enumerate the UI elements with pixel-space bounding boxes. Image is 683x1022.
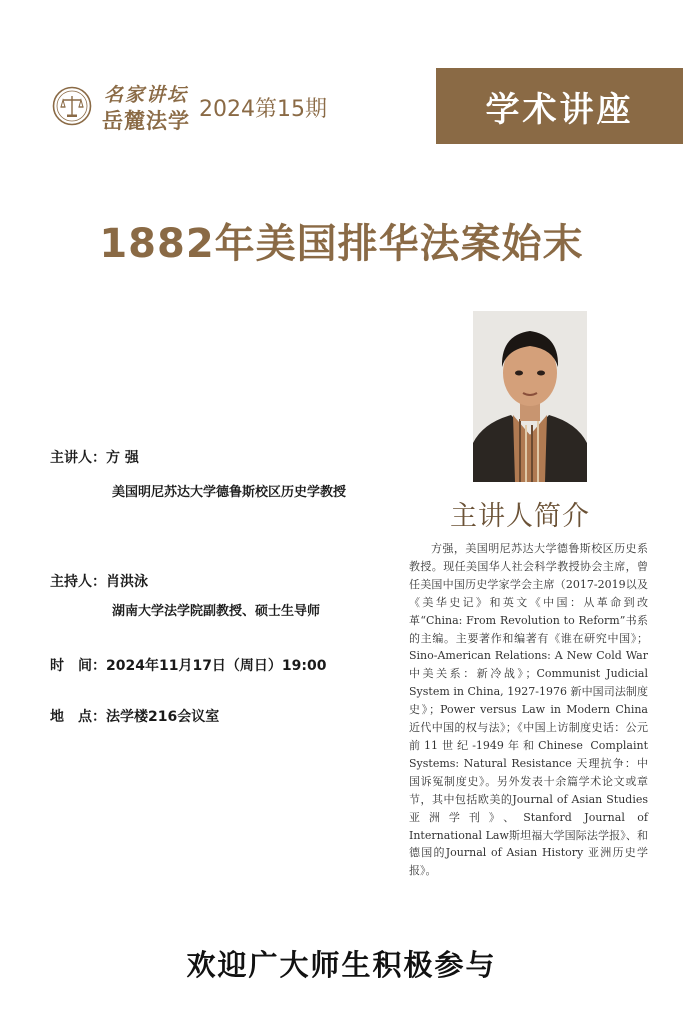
lecture-location: 地 点：法学楼216会议室 [50, 709, 220, 725]
scales-of-justice-seal-icon [52, 86, 92, 126]
host-affiliation: 湖南大学法学院副教授、硕士生导师 [112, 604, 321, 619]
speaker-photo [473, 311, 587, 482]
host-name: 主持人：肖洪泳 [50, 574, 148, 590]
speaker-bio: 方强，美国明尼苏达大学德鲁斯校区历史系教授。现任美国华人社会科学教授协会主席，曾任美国中国历史学家学会主席（2017-2019以及《美华史记》和英文《中国：从革命到改革“China: From Revolution to Reform”书系的主编。主要著作和编著有《谁在研究中国》；Sino-American Relations: A New Cold War 中美关系：新冷战》；Communist Judicial System in China, 1927-1976 新中国司法制度史》；Power versus Law in Modern China 近代中国的权与法》；《中国上访制度史话：公元前11世纪-1949年和Chinese Complaint Systems: Natural Resistance 天理抗争：中国诉冤制度史》。另外发表十余篇学术论文或章节，其中包括欧美的Journal of Asian Studies亚洲学刊》、Stanford Journal of International Law斯坦福大学国际法学报》、和德国的Journal of Asian History 亚洲历史学报》。 [409, 542, 648, 878]
category-banner [436, 68, 683, 144]
speaker-portrait-icon [473, 311, 587, 482]
speaker-affiliation: 美国明尼苏达大学德鲁斯校区历史学教授 [112, 485, 347, 500]
logo-text-bottom: 岳麓法学 [102, 109, 190, 133]
category-banner-text: 学术讲座 [485, 90, 634, 130]
issue-number: 2024第15期 [199, 97, 327, 122]
lecture-title: 1882年美国排华法案始末 [99, 221, 584, 267]
welcome-footer: 欢迎广大师生积极参与 [186, 948, 497, 982]
header [0, 0, 683, 150]
bio-heading: 主讲人简介 [450, 501, 590, 532]
speaker-name: 主讲人：方 强 [50, 450, 139, 466]
lecture-time: 时 间：2024年11月17日（周日）19:00 [50, 658, 327, 674]
logo-text-top: 名家讲坛 [104, 84, 189, 106]
